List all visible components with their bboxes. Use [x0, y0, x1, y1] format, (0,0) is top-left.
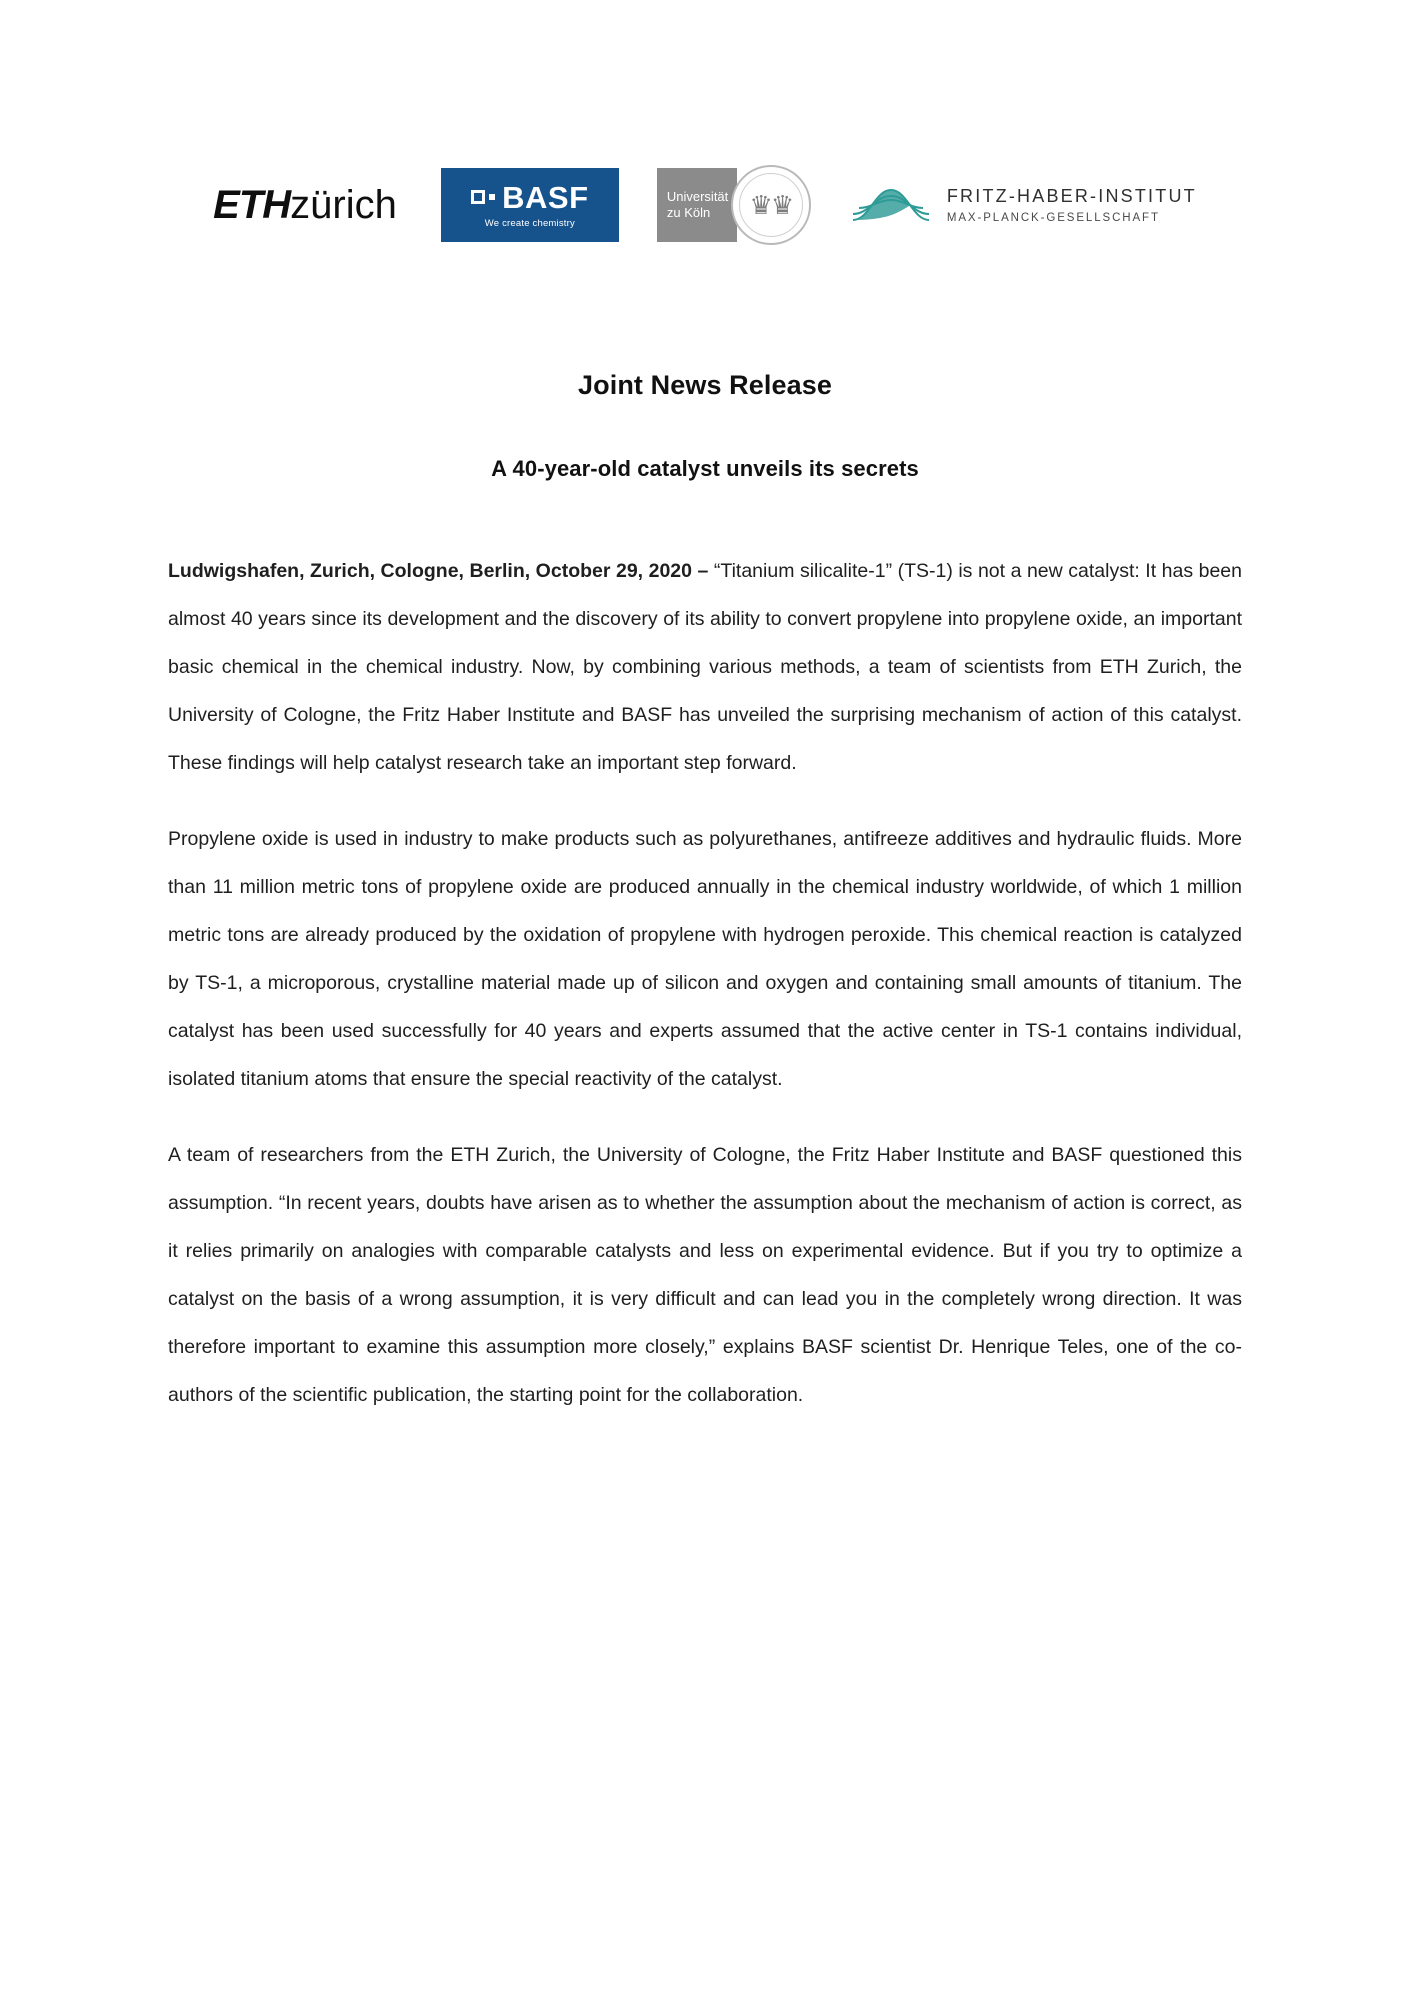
- paragraph-2: Propylene oxide is used in industry to make products such as polyurethanes, antifreeze additives and hydraulic fluids. More than 11 million metric tons of propylene oxide are produced annually in the chemical industry worldwide, of which 1 million metric tons are already produced by the oxidation of propylene with hydrogen peroxide. This chemical reaction is catalyzed by TS-1, a microporous, crystalline material made up of silicon and oxygen and containing small amounts of titanium. The catalyst has been used successfully for 40 years and experts assumed that the active center in TS-1 contains individual, isolated titanium atoms that ensure the special reactivity of the catalyst.: [168, 828, 1242, 1090]
- paragraph-1: [168, 547, 1242, 787]
- basf-logo: [441, 168, 619, 242]
- koeln-wordmark-line2: zu Köln: [666, 205, 711, 220]
- basf-square-icon: [471, 190, 495, 204]
- paragraph-1-body: “Titanium silicalite-1” (TS-1) is not a new catalyst: It has been almost 40 years since its development and the discovery of its ability to convert propylene into propylene oxide, an important basic chemical in the chemical industry. Now, by combining various methods, a team of scientists from ETH Zurich, the University of Cologne, the Fritz Haber Institute and BASF has unveiled the surprising mechanism of action of this catalyst. These findings will help catalyst research take an important step forward.: [168, 560, 1243, 774]
- basf-wordmark-row: [471, 179, 589, 215]
- paragraph-3: A team of researchers from the ETH Zurich, the University of Cologne, the Fritz Haber Institute and BASF questioned this assumption. “In recent years, doubts have arisen as to whether the assumption about the mechanism of action is correct, as it relies primarily on analogies with comparable catalysts and less on experimental evidence. But if you try to optimize a catalyst on the basis of a wrong assumption, it is very difficult and can lead you in the completely wrong direction. It was therefore important to examine this assumption more closely,” explains BASF scientist Dr. Henrique Teles, one of the co-authors of the scientific publication, the starting point for the collaboration.: [168, 1144, 1242, 1406]
- page-title: Joint News Release: [578, 370, 832, 400]
- university-of-cologne-logo: [657, 165, 811, 245]
- koeln-wordmark-line1: Universität: [666, 188, 729, 204]
- eth-logo-light-text: zürich: [290, 182, 397, 227]
- document-content: [168, 370, 1242, 1419]
- university-seal-icon: ♛♛: [731, 165, 811, 245]
- fhi-subtitle: MAX-PLANCK-GESELLSCHAFT: [946, 212, 1160, 224]
- koeln-wordmark: [657, 168, 737, 242]
- fhi-text-block: [947, 186, 1197, 224]
- fhi-title: FRITZ-HABER-INSTITUT: [946, 186, 1197, 206]
- fritz-haber-institute-logo: [849, 182, 1197, 228]
- eth-logo-bold-text: ETH: [213, 182, 291, 227]
- basf-tagline: We create chemistry: [484, 217, 575, 229]
- page-subtitle: A 40-year-old catalyst unveils its secrets: [491, 456, 919, 481]
- eth-zurich-logo: [213, 183, 403, 228]
- logo-bar: [0, 150, 1410, 260]
- fhi-wave-icon: [849, 182, 933, 228]
- basf-wordmark-text: BASF: [502, 179, 589, 215]
- dateline: Ludwigshafen, Zurich, Cologne, Berlin, October 29, 2020 –: [168, 560, 714, 582]
